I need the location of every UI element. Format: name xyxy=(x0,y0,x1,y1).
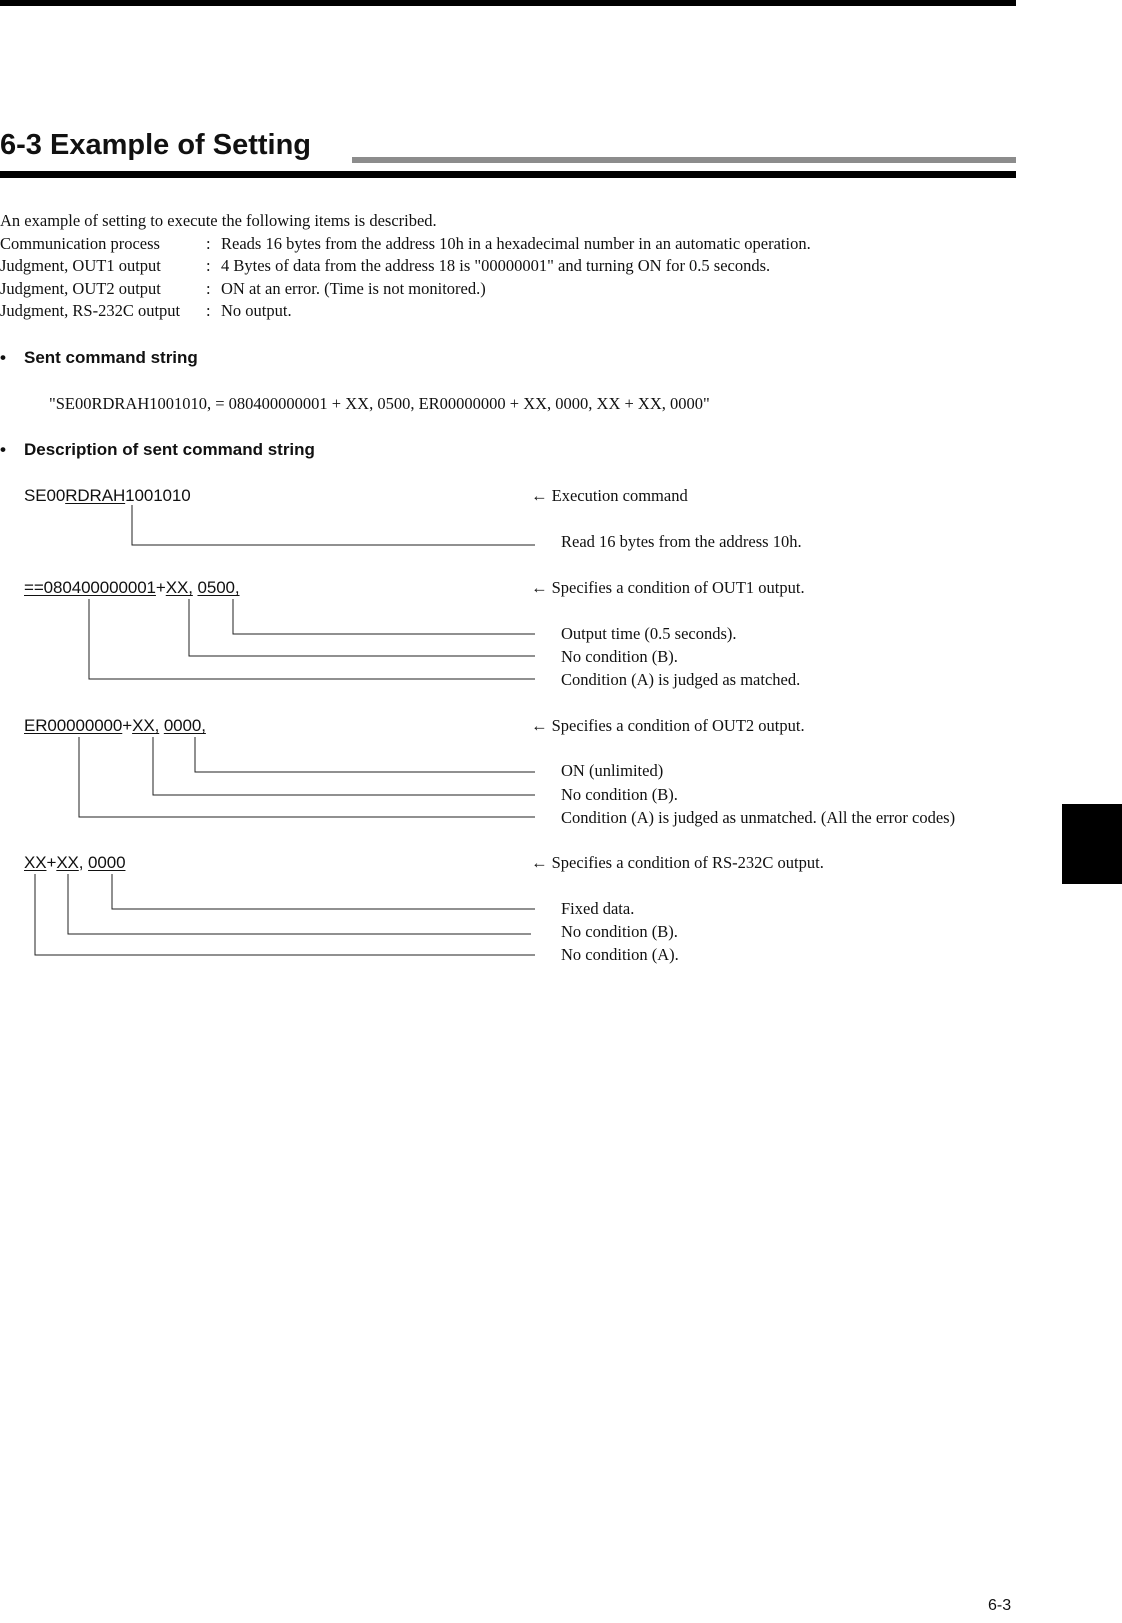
chapter-tab xyxy=(1062,804,1122,884)
page-number: 6-3 xyxy=(988,1597,1012,1614)
leader-line xyxy=(35,874,535,955)
note: Read 16 bytes from the address 10h. xyxy=(561,532,802,551)
leader-line xyxy=(79,737,535,817)
intro-text-2: ON at an error. (Time is not monitored.) xyxy=(221,279,486,298)
code-part-underlined: RDRAH xyxy=(65,486,126,505)
leader-line xyxy=(189,599,535,656)
leader-line xyxy=(132,505,535,545)
heading-sent: Sent command string xyxy=(24,348,198,367)
code-part: , xyxy=(78,853,89,872)
leader-line xyxy=(89,599,535,679)
note-head: ← Execution command xyxy=(531,486,688,505)
note: Condition (A) is judged as matched. xyxy=(561,670,801,689)
note: No condition (A). xyxy=(561,945,679,964)
code-part: + xyxy=(122,716,133,735)
code-part: 1001010 xyxy=(125,486,191,505)
code-part-underlined: 0000, xyxy=(163,716,206,735)
leader-line xyxy=(153,737,535,795)
intro-label-1: Judgment, OUT1 output xyxy=(0,256,161,275)
sent-command: "SE00RDRAH1001010, = 080400000001 + XX, 0500, ER00000000 + XX, 0000, XX + XX, 0000" xyxy=(49,394,710,413)
intro-sep-1: : xyxy=(206,256,211,275)
leader-line xyxy=(195,737,535,772)
code-part-underlined: XX, xyxy=(132,716,160,735)
code-part-underlined: XX xyxy=(24,853,47,872)
code-part-underlined: ==080400000001 xyxy=(24,578,156,597)
intro-text-3: No output. xyxy=(221,301,292,320)
code-part-underlined: ER00000000 xyxy=(24,716,123,735)
code-part-underlined: 0000 xyxy=(88,853,126,872)
code-part: + xyxy=(46,853,57,872)
leader-line xyxy=(233,599,535,634)
intro-label-2: Judgment, OUT2 output xyxy=(0,279,161,298)
code-part-underlined: 0500, xyxy=(197,578,240,597)
note-head: ← Specifies a condition of RS-232C output. xyxy=(531,853,824,872)
code-part-underlined: XX, xyxy=(165,578,193,597)
section-title: 6-3 Example of Setting xyxy=(0,129,312,161)
code-part: SE00 xyxy=(24,486,66,505)
intro-sep-0: : xyxy=(206,234,211,253)
leader-line xyxy=(112,874,535,909)
intro-text-1: 4 Bytes of data from the address 18 is "00000001" and turning ON for 0.5 seconds. xyxy=(221,256,771,275)
note-head: ← Specifies a condition of OUT2 output. xyxy=(531,716,805,735)
note: Output time (0.5 seconds). xyxy=(561,624,737,643)
note: Condition (A) is judged as unmatched. (All the error codes) xyxy=(561,808,956,827)
heading-description: Description of sent command string xyxy=(24,440,315,459)
leader-line xyxy=(68,874,531,934)
intro-lead: An example of setting to execute the following items is described. xyxy=(0,211,437,230)
note: Fixed data. xyxy=(561,899,635,918)
note: No condition (B). xyxy=(561,785,678,804)
intro-text-0: Reads 16 bytes from the address 10h in a hexadecimal number in an automatic operation. xyxy=(221,234,811,253)
code-part-underlined: XX xyxy=(56,853,79,872)
note: No condition (B). xyxy=(561,922,678,941)
code-part: + xyxy=(155,578,166,597)
note-head: ← Specifies a condition of OUT1 output. xyxy=(531,578,805,597)
intro-label-0: Communication process xyxy=(0,234,160,253)
note: No condition (B). xyxy=(561,647,678,666)
bullet-sent: • xyxy=(0,348,6,367)
bullet-description: • xyxy=(0,440,6,459)
intro-sep-3: : xyxy=(206,301,211,320)
intro-label-3: Judgment, RS-232C output xyxy=(0,301,181,320)
note: ON (unlimited) xyxy=(561,761,664,780)
intro-sep-2: : xyxy=(206,279,211,298)
